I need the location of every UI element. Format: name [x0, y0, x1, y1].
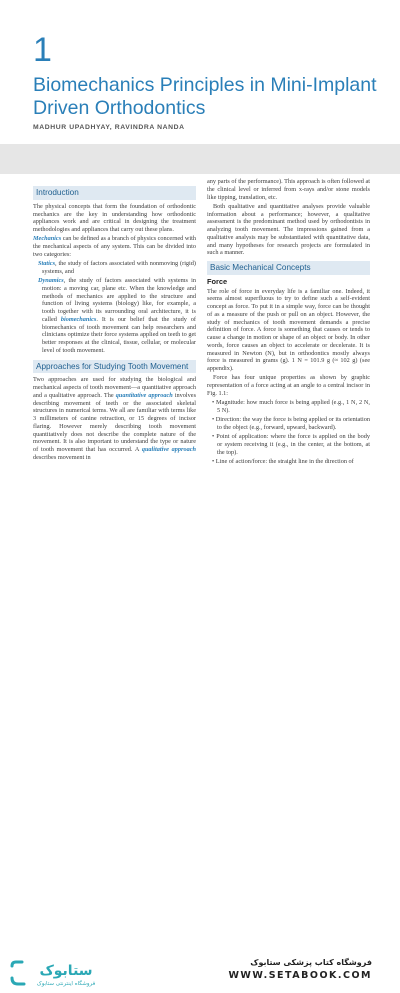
term-mechanics: Mechanics	[33, 235, 62, 243]
dynamics-text-2: . It is our belief that the study of biomechanics of tooth movement can help researchers and clinicians optimize their force systems applied on teeth to get better responses at the clinical, tissue, cellular, or molecular level of tooth movement.	[42, 315, 196, 354]
mechanics-paragraph	[33, 235, 196, 258]
approach-text-mid: involves describing movement of teeth or the associated skeletal structures in numerical terms. We all are familiar with terms like 3 millimeters of canine retraction, or 15 degrees of incisor flaring. However merely describing tooth movement quantitatively does not describe the complete nature of the movement. It is also important to understand the type or nature of tooth movement that has occurred. A	[33, 391, 196, 453]
force-properties-intro: Force has four unique properties as shown by graphic representation of a force acting at an angle to a central incisor in Fig. 1.1:	[207, 374, 370, 397]
chapter-authors: MADHUR UPADHYAY, RAVINDRA NANDA	[33, 124, 185, 131]
intro-paragraph: The physical concepts that form the foundation of orthodontic mechanics are the key in understanding how orthodontic appliances work and are critical in designing the treatment methodologies and appliances that carry out these plans.	[33, 202, 196, 233]
store-name: فروشگاه کتاب پزشکی ستابوک	[250, 958, 372, 967]
store-url[interactable]: WWW.SETABOOK.COM	[228, 970, 372, 981]
bullet-text: Direction: the way the force is being applied or its orientation to the object (e.g., forward, upward, backward).	[215, 416, 370, 431]
chapter-header	[0, 0, 400, 140]
approach-text-start: Two approaches are used for studying the biological and mechanical aspects of tooth movement—a quantitative approach and a qualitative approach. The	[33, 376, 196, 399]
section-heading-basic-concepts: Basic Mechanical Concepts	[207, 261, 370, 275]
approach-paragraph	[33, 376, 196, 461]
term-statics: Statics	[38, 260, 56, 267]
dynamics-text: , the study of factors associated with systems in motion: a moving car, plane etc. When the knowledge and methods of mechanics are applied to the structure and function of living systems (biology) like, for example, a tooth together with its surrounding oral architecture, it is called	[42, 277, 196, 323]
setabook-logo	[8, 958, 118, 988]
section-heading-approaches: Approaches for Studying Tooth Movement	[33, 360, 196, 374]
bullet-item: • Point of application: where the force is applied on the body or system receiving it (e.g., in the center, at the bottom, at the top).	[212, 433, 370, 456]
mechanics-text: can be defined as a branch of physics concerned with the mechanical aspects of any system. This can be divided into two categories:	[33, 235, 196, 258]
term-quantitative: quantitative approach	[115, 391, 173, 399]
header-band	[0, 144, 400, 174]
left-column	[33, 186, 196, 463]
bullet-item: • Line of action/force: the straight line in the direction of	[212, 457, 354, 465]
dynamics-item	[33, 277, 196, 355]
chapter-title: Biomechanics Principles in Mini-Implant Driven Orthodontics	[33, 74, 377, 119]
bullet-text: Magnitude: how much force is being applied (e.g., 1 N, 2 N, 5 N).	[216, 399, 370, 414]
logo-subtext: فروشگاه اینترنتی ستابوک	[36, 981, 96, 987]
term-dynamics: Dynamics	[38, 277, 64, 284]
term-biomechanics: biomechanics	[60, 315, 97, 323]
chapter-number: 1	[33, 31, 52, 69]
bullet-text: Line of action/force: the straight line in the direction of	[215, 457, 354, 465]
logo-text: ستابوک	[39, 963, 93, 979]
bullet-item: • Magnitude: how much force is being applied (e.g., 1 N, 2 N, 5 N).	[212, 399, 370, 414]
right-column	[207, 178, 370, 467]
force-paragraph: The role of force in everyday life is a familiar one. Indeed, it seems almost superfluous to try to define such a self-evident concept as force. To put it in a simple way, force can be thought of as a measure of the push or pull on an object. However, the study of mechanics of tooth movement demands a precise definition of force. A force is something that causes or tends to cause a change in motion or shape of an object or body. In other words, force causes an object to accelerate or decelerate. It is measured in Newton (N), but in orthodontics mostly always force is measured in grams (g). 1 N = 101.9 g (≈ 102 g) (see appendix).	[207, 287, 370, 372]
bullet-item: • Direction: the way the force is being applied or its orientation to the object (e.g., forward, upward, backward).	[212, 416, 370, 431]
section-heading-introduction: Introduction	[33, 186, 196, 200]
right-paragraph-2: Both qualitative and quantitative analyses provide valuable information about a performance; however, a qualitative assessment is the predominant method used by orthodontists in analyzing tooth movement. The impressions gained from a qualitative analysis may be substantiated with quantitative data, and many hypotheses for research projects are formulated in such a manner.	[207, 202, 370, 257]
statics-item	[33, 260, 196, 276]
term-qualitative: qualitative approach	[141, 446, 196, 453]
subheading-force: Force	[207, 276, 228, 286]
bullet-text: Point of application: where the force is applied on the body or system receiving it (e.g., in the center, at the bottom, at the top).	[216, 433, 370, 456]
right-paragraph-1: any parts of the performance). This approach is often followed at the clinical level or inferred from x-rays and/or stone models like tipping, translation, etc.	[207, 178, 370, 201]
statics-text: , the study of factors associated with nonmoving (rigid) systems, and	[42, 260, 196, 275]
footer-watermark	[0, 478, 400, 987]
setabook-watermark	[228, 958, 372, 981]
approach-text-end: describes movement in	[33, 453, 91, 461]
